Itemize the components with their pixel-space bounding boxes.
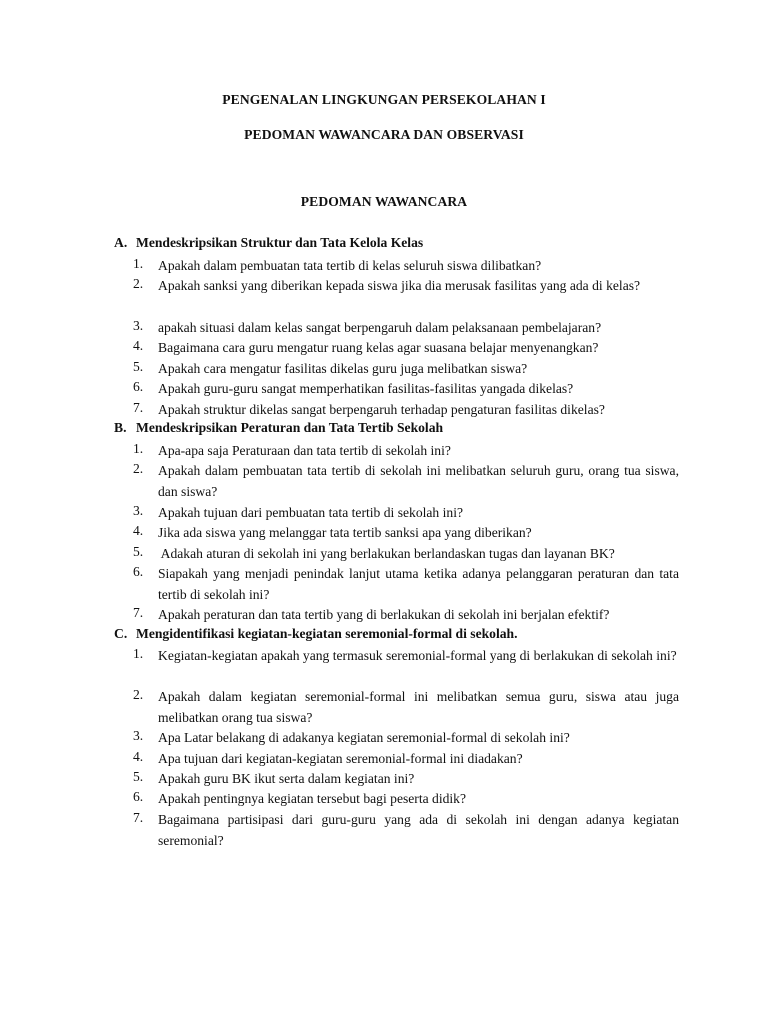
item-number: 1. <box>133 256 144 271</box>
section-letter: B. <box>114 420 127 435</box>
item-number: 3. <box>133 318 144 333</box>
list-item <box>133 359 679 380</box>
document-title: PENGENALAN LINGKUNGAN PERSEKOLAHAN I <box>222 92 546 107</box>
item-number: 4. <box>133 749 144 764</box>
item-text: Apakah dalam pembuatan tata tertib di kelas seluruh siswa dilibatkan? <box>158 258 542 273</box>
item-number: 5. <box>133 769 144 784</box>
section-letter: A. <box>114 235 128 250</box>
list-item <box>133 646 679 667</box>
item-text: Apakah guru BK ikut serta dalam kegiatan ini? <box>158 771 415 786</box>
item-text: Bagaimana partisipasi dari guru-guru yang ada di sekolah ini dengan adanya kegiatan seremonial? <box>158 812 679 848</box>
list-item <box>133 400 679 421</box>
item-text: Apakah pentingnya kegiatan tersebut bagi peserta didik? <box>158 791 467 806</box>
list-item <box>133 379 679 400</box>
item-number: 6. <box>133 379 144 394</box>
item-number: 2. <box>133 461 144 476</box>
item-text: Apakah guru-guru sangat memperhatikan fasilitas-fasilitas yangada dikelas? <box>158 381 574 396</box>
item-text: Siapakah yang menjadi penindak lanjut utama ketika adanya pelanggaran peraturan dan tata tertib di sekolah ini? <box>158 566 679 602</box>
section-heading-text: Mendeskripsikan Peraturan dan Tata Tertib Sekolah <box>136 420 444 435</box>
list-item <box>133 769 679 790</box>
item-text: Bagaimana cara guru mengatur ruang kelas agar suasana belajar menyenangkan? <box>158 340 599 355</box>
item-text: Apa-apa saja Peraturaan dan tata tertib di sekolah ini? <box>158 443 451 458</box>
item-text: Apa Latar belakang di adakanya kegiatan seremonial-formal di sekolah ini? <box>158 730 570 745</box>
section-a-heading <box>114 235 423 251</box>
document-subtitle: PEDOMAN WAWANCARA DAN OBSERVASI <box>244 127 524 142</box>
item-text: Apakah sanksi yang diberikan kepada siswa jika dia merusak fasilitas yang ada di kelas? <box>158 278 641 293</box>
item-number: 3. <box>133 728 144 743</box>
item-number: 2. <box>133 687 144 702</box>
item-text: Apa tujuan dari kegiatan-kegiatan seremonial-formal ini diadakan? <box>158 751 523 766</box>
list-item <box>133 503 679 524</box>
item-number: 4. <box>133 523 144 538</box>
list-item <box>133 810 679 851</box>
list-item <box>133 461 679 502</box>
list-item <box>133 256 679 277</box>
item-text: apakah situasi dalam kelas sangat berpengaruh dalam pelaksanaan pembelajaran? <box>158 320 602 335</box>
list-item <box>133 318 679 339</box>
item-text: Adakah aturan di sekolah ini yang berlakukan berlandaskan tugas dan layanan BK? <box>158 546 615 561</box>
item-text: Apakah cara mengatur fasilitas dikelas guru juga melibatkan siswa? <box>158 361 528 376</box>
list-item <box>133 564 679 605</box>
section-heading-text: Mengidentifikasi kegiatan-kegiatan seremonial-formal di sekolah. <box>136 626 518 641</box>
item-text: Jika ada siswa yang melanggar tata tertib sanksi apa yang diberikan? <box>158 525 532 540</box>
item-number: 5. <box>133 359 144 374</box>
list-item <box>133 544 679 565</box>
item-number: 7. <box>133 605 144 620</box>
list-item <box>133 687 679 728</box>
item-text: Apakah tujuan dari pembuatan tata tertib di sekolah ini? <box>158 505 464 520</box>
list-item <box>133 789 679 810</box>
section-c-heading <box>114 626 518 642</box>
item-number: 4. <box>133 338 144 353</box>
item-number: 7. <box>133 400 144 415</box>
item-number: 3. <box>133 503 144 518</box>
item-text: Kegiatan-kegiatan apakah yang termasuk seremonial-formal yang di berlakukan di sekolah ini? <box>158 648 677 663</box>
item-text: Apakah struktur dikelas sangat berpengaruh terhadap pengaturan fasilitas dikelas? <box>158 402 605 417</box>
list-item <box>133 749 679 770</box>
item-text: Apakah peraturan dan tata tertib yang di berlakukan di sekolah ini berjalan efektif? <box>158 607 610 622</box>
item-number: 1. <box>133 646 144 661</box>
section-title: PEDOMAN WAWANCARA <box>300 194 468 209</box>
section-letter: C. <box>114 626 128 641</box>
item-text: Apakah dalam kegiatan seremonial-formal ini melibatkan semua guru, siswa atau juga melibatkan orang tua siswa? <box>158 689 679 725</box>
item-number: 1. <box>133 441 144 456</box>
section-b-heading <box>114 420 443 436</box>
item-text: Apakah dalam pembuatan tata tertib di sekolah ini melibatkan seluruh guru, orang tua siswa, dan siswa? <box>158 463 679 499</box>
section-heading-text: Mendeskripsikan Struktur dan Tata Kelola Kelas <box>136 235 424 250</box>
item-number: 6. <box>133 789 144 804</box>
item-number: 6. <box>133 564 144 579</box>
list-item <box>133 338 679 359</box>
item-number: 7. <box>133 810 144 825</box>
list-item <box>133 276 679 297</box>
list-item <box>133 728 679 749</box>
item-number: 2. <box>133 276 144 291</box>
list-item <box>133 441 679 462</box>
item-number: 5. <box>133 544 144 559</box>
list-item <box>133 523 679 544</box>
list-item <box>133 605 679 626</box>
